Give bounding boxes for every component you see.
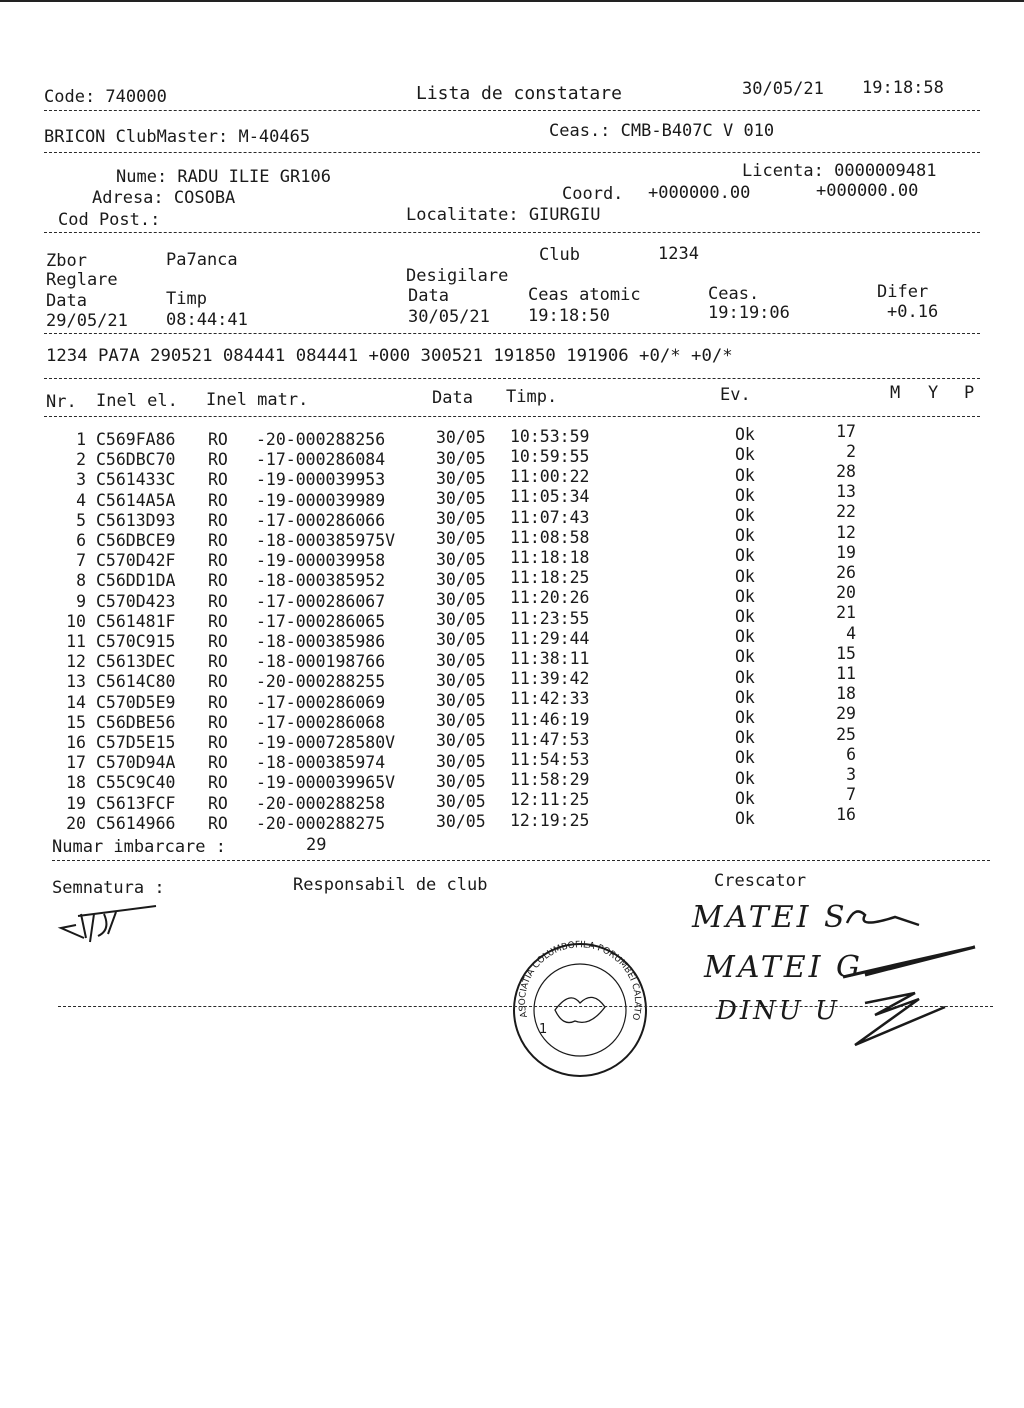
col-header-m: M bbox=[890, 383, 901, 403]
col-header-p: P bbox=[964, 383, 975, 403]
cell-status: Ok bbox=[735, 788, 755, 808]
document-title: Lista de constatare bbox=[416, 83, 622, 104]
cell-status: Ok bbox=[735, 586, 755, 606]
cell-inel-matr: -17-000286068 bbox=[256, 712, 386, 732]
divider bbox=[44, 110, 980, 111]
cell-country: RO bbox=[208, 793, 228, 813]
cell-inel-el: C5614A5A bbox=[96, 490, 176, 510]
cell-date: 30/05 bbox=[436, 771, 486, 791]
cell-status: Ok bbox=[735, 465, 755, 485]
stamp-ring-text: ASOCIATIA COLUMBOFILA PORUMBEI CALATORI CENTRUL DE IMBARCARE NR. 1 bbox=[501, 928, 643, 1022]
cell-position: 4 bbox=[846, 623, 856, 643]
cell-time: 11:08:58 bbox=[510, 527, 590, 547]
license-number: Licenta: 0000009481 bbox=[742, 161, 937, 181]
col-header-timp: Timp. bbox=[506, 387, 558, 407]
cell-date: 30/05 bbox=[436, 509, 486, 529]
cell-date: 30/05 bbox=[436, 812, 486, 832]
cell-country: RO bbox=[208, 531, 228, 550]
cell-time: 11:58:29 bbox=[510, 770, 590, 790]
cell-inel-el: C5613DEC bbox=[96, 652, 176, 672]
cell-country: RO bbox=[208, 692, 228, 712]
handwritten-name-1: MATEI S bbox=[692, 900, 848, 935]
cell-inel-el: C56DD1DA bbox=[96, 571, 176, 591]
cell-inel-el: C57D5E15 bbox=[96, 733, 176, 752]
cell-inel-matr: -20-000288255 bbox=[256, 672, 386, 692]
cell-country: RO bbox=[208, 773, 228, 793]
cell-nr: 10 bbox=[66, 611, 86, 631]
cell-time: 11:54:53 bbox=[510, 750, 590, 769]
cell-country: RO bbox=[208, 551, 228, 571]
cell-inel-el: C570D94A bbox=[96, 753, 176, 773]
cell-country: RO bbox=[208, 813, 228, 833]
cell-status: Ok bbox=[735, 647, 755, 667]
desigilare-label: Desigilare bbox=[406, 266, 509, 286]
cell-date: 30/05 bbox=[436, 610, 486, 630]
cell-status: Ok bbox=[735, 445, 755, 465]
cell-time: 11:46:19 bbox=[510, 709, 590, 729]
coord-y: +000000.00 bbox=[816, 181, 919, 201]
cell-nr: 17 bbox=[66, 753, 86, 773]
signature-label: Semnatura : bbox=[52, 878, 165, 898]
handwritten-name-3: DINU U bbox=[716, 996, 840, 1026]
cell-nr: 4 bbox=[76, 490, 86, 510]
atomic-clock-time: 19:18:50 bbox=[528, 306, 610, 326]
boarding-count-label: Numar imbarcare : bbox=[52, 837, 226, 857]
signature-line bbox=[58, 1006, 993, 1007]
cell-position: 18 bbox=[836, 684, 856, 704]
cell-position: 17 bbox=[836, 421, 856, 441]
cell-time: 11:05:34 bbox=[510, 487, 590, 507]
cell-country: RO bbox=[208, 591, 228, 611]
cell-inel-el: C569FA86 bbox=[96, 430, 176, 449]
cell-status: Ok bbox=[735, 728, 755, 748]
cell-nr: 12 bbox=[66, 652, 86, 672]
cell-status: Ok bbox=[735, 566, 755, 586]
cell-position: 26 bbox=[836, 563, 856, 582]
cell-date: 30/05 bbox=[436, 751, 486, 771]
coord-label: Coord. bbox=[562, 184, 624, 204]
desigilare-date-label: Data bbox=[408, 286, 449, 306]
association-stamp bbox=[501, 928, 655, 1075]
handwritten-name-2: MATEI G bbox=[704, 950, 864, 985]
cell-date: 30/05 bbox=[436, 428, 486, 448]
cell-time: 10:53:59 bbox=[510, 426, 590, 446]
cell-inel-matr: -20-000288275 bbox=[256, 813, 386, 833]
cell-position: 15 bbox=[836, 643, 856, 663]
cell-country: RO bbox=[208, 753, 228, 773]
cell-date: 30/05 bbox=[436, 670, 486, 690]
cell-inel-el: C5614966 bbox=[96, 813, 176, 833]
cell-status: Ok bbox=[735, 748, 755, 768]
cell-nr: 8 bbox=[76, 571, 86, 591]
cell-inel-el: C570D423 bbox=[96, 591, 176, 611]
cell-inel-el: C570C915 bbox=[96, 632, 176, 651]
cell-position: 20 bbox=[836, 583, 856, 603]
cell-date: 30/05 bbox=[436, 731, 486, 751]
cell-status: Ok bbox=[735, 425, 755, 445]
cell-date: 30/05 bbox=[436, 489, 486, 508]
cell-inel-el: C570D42F bbox=[96, 551, 176, 571]
cell-country: RO bbox=[208, 712, 228, 732]
cell-inel-el: C5614C80 bbox=[96, 672, 176, 692]
cell-inel-matr: -18-000385975V bbox=[256, 531, 396, 550]
code-label: Code: 740000 bbox=[44, 87, 167, 107]
cell-inel-matr: -20-000288258 bbox=[256, 793, 386, 813]
cell-inel-el: C5613D93 bbox=[96, 510, 176, 530]
cell-date: 30/05 bbox=[436, 529, 486, 549]
cell-inel-el: C55C9C40 bbox=[96, 773, 176, 793]
cell-country: RO bbox=[208, 611, 228, 631]
cell-position: 16 bbox=[836, 805, 856, 825]
col-header-data: Data bbox=[432, 388, 473, 408]
stamp-number: 1 bbox=[539, 1022, 548, 1037]
clock-col-label: Ceas. bbox=[708, 284, 760, 304]
col-header-nr: Nr. bbox=[46, 392, 77, 412]
cell-nr: 20 bbox=[66, 813, 86, 833]
breeder-label: Crescator bbox=[714, 871, 807, 891]
cell-inel-el: C561481F bbox=[96, 611, 176, 631]
cell-status: Ok bbox=[735, 627, 755, 647]
flight-label: Zbor bbox=[46, 251, 87, 271]
cell-country: RO bbox=[208, 652, 228, 672]
cell-position: 2 bbox=[846, 441, 856, 461]
cell-time: 11:07:43 bbox=[510, 507, 590, 527]
cell-position: 21 bbox=[836, 603, 856, 623]
coord-x: +000000.00 bbox=[648, 183, 751, 203]
cell-inel-el: C5613FCF bbox=[96, 793, 176, 813]
cell-date: 30/05 bbox=[436, 691, 486, 710]
cell-nr: 7 bbox=[76, 551, 86, 571]
cell-status: Ok bbox=[735, 687, 755, 707]
cell-date: 30/05 bbox=[436, 448, 486, 468]
cell-inel-matr: -19-000039965V bbox=[256, 773, 396, 793]
cell-time: 11:47:53 bbox=[510, 729, 590, 749]
top-edge bbox=[0, 0, 1024, 2]
cell-country: RO bbox=[208, 632, 228, 651]
owner-address: Adresa: COSOBA bbox=[92, 188, 236, 208]
cell-date: 30/05 bbox=[436, 590, 486, 609]
cell-inel-el: C56DBC70 bbox=[96, 450, 176, 470]
cell-inel-matr: -18-000198766 bbox=[256, 652, 386, 672]
divider bbox=[44, 333, 980, 334]
club-responsible-label: Responsabil de club bbox=[293, 875, 488, 895]
cell-time: 11:00:22 bbox=[510, 467, 590, 487]
cell-inel-el: C56DBCE9 bbox=[96, 531, 176, 550]
clock-label: Ceas.: CMB-B407C V 010 bbox=[549, 121, 775, 141]
cell-position: 6 bbox=[846, 744, 856, 764]
cell-position: 29 bbox=[836, 704, 856, 724]
cell-time: 11:18:18 bbox=[510, 548, 590, 567]
cell-status: Ok bbox=[735, 708, 755, 727]
cell-inel-matr: -18-000385974 bbox=[256, 753, 386, 773]
boarding-count-value: 29 bbox=[306, 835, 327, 855]
club-label: Club bbox=[539, 245, 580, 265]
device-label: BRICON ClubMaster: M-40465 bbox=[44, 127, 311, 147]
owner-name: Nume: RADU ILIE GR106 bbox=[116, 167, 331, 187]
cell-date: 30/05 bbox=[436, 792, 486, 811]
cell-status: Ok bbox=[735, 768, 755, 788]
cell-nr: 13 bbox=[66, 672, 86, 692]
cell-time: 12:19:25 bbox=[510, 810, 590, 830]
cell-date: 30/05 bbox=[436, 549, 486, 569]
cell-nr: 6 bbox=[76, 531, 86, 550]
cell-time: 10:59:55 bbox=[510, 447, 590, 466]
cell-inel-matr: -17-000286066 bbox=[256, 510, 386, 530]
cell-date: 30/05 bbox=[436, 630, 486, 650]
cell-nr: 11 bbox=[66, 632, 86, 651]
cell-position: 11 bbox=[836, 664, 856, 683]
cell-inel-matr: -18-000385952 bbox=[256, 571, 386, 591]
cell-status: Ok bbox=[735, 546, 755, 566]
divider bbox=[52, 860, 990, 861]
cell-country: RO bbox=[208, 490, 228, 510]
cell-time: 11:39:42 bbox=[510, 669, 590, 689]
club-number: 1234 bbox=[658, 244, 699, 264]
col-header-ev: Ev. bbox=[720, 385, 751, 405]
cell-nr: 18 bbox=[66, 773, 86, 793]
cell-position: 28 bbox=[836, 462, 856, 481]
reglare-time-label: Timp bbox=[166, 289, 207, 309]
cell-inel-el: C561433C bbox=[96, 470, 176, 490]
cell-nr: 2 bbox=[76, 450, 86, 470]
cell-nr: 14 bbox=[66, 692, 86, 712]
cell-position: 25 bbox=[836, 724, 856, 744]
cell-country: RO bbox=[208, 571, 228, 591]
reglare-date-label: Data bbox=[46, 291, 87, 311]
cell-nr: 1 bbox=[76, 430, 86, 449]
cell-time: 11:38:11 bbox=[510, 649, 590, 668]
cell-nr: 9 bbox=[76, 591, 86, 611]
atomic-clock-label: Ceas atomic bbox=[528, 285, 641, 305]
signature-scribble bbox=[56, 900, 166, 950]
cell-nr: 5 bbox=[76, 510, 86, 530]
divider bbox=[44, 416, 980, 417]
col-header-inel-matr: Inel matr. bbox=[206, 390, 309, 410]
cell-time: 12:11:25 bbox=[510, 790, 590, 810]
cell-position: 12 bbox=[836, 522, 856, 542]
locality: Localitate: GIURGIU bbox=[406, 205, 601, 225]
cell-inel-matr: -19-000039958 bbox=[256, 551, 386, 571]
col-header-y: Y bbox=[928, 383, 939, 403]
col-header-inel-el: Inel el. bbox=[96, 391, 178, 411]
cell-date: 30/05 bbox=[436, 650, 486, 670]
postal-code-label: Cod Post.: bbox=[58, 210, 161, 230]
cell-time: 11:29:44 bbox=[510, 628, 590, 648]
reglare-time: 08:44:41 bbox=[166, 310, 248, 330]
cell-status: Ok bbox=[735, 809, 755, 828]
divider bbox=[44, 232, 980, 233]
difference-value: +0.16 bbox=[887, 302, 939, 322]
cell-inel-matr: -19-000728580V bbox=[256, 733, 396, 752]
cell-date: 30/05 bbox=[436, 569, 486, 589]
cell-time: 11:23:55 bbox=[510, 608, 590, 628]
cell-inel-matr: -17-000286069 bbox=[256, 692, 386, 712]
cell-inel-matr: -17-000286084 bbox=[256, 450, 386, 470]
divider bbox=[44, 152, 980, 153]
desigilare-date: 30/05/21 bbox=[408, 307, 490, 327]
cell-position: 19 bbox=[836, 542, 856, 562]
divider bbox=[44, 378, 980, 379]
cell-nr: 19 bbox=[66, 793, 86, 813]
cell-inel-matr: -20-000288256 bbox=[256, 430, 386, 449]
cell-country: RO bbox=[208, 510, 228, 530]
cell-time: 11:18:25 bbox=[510, 568, 590, 588]
cell-status: Ok bbox=[735, 607, 755, 626]
cell-nr: 15 bbox=[66, 712, 86, 732]
cell-nr: 16 bbox=[66, 733, 86, 752]
cell-date: 30/05 bbox=[436, 711, 486, 731]
cell-position: 22 bbox=[836, 502, 856, 522]
cell-inel-matr: -18-000385986 bbox=[256, 632, 386, 651]
summary-line: 1234 PA7A 290521 084441 084441 +000 300521 191850 191906 +0/* +0/* bbox=[46, 346, 733, 366]
difference-label: Difer bbox=[877, 282, 929, 302]
cell-position: 13 bbox=[836, 482, 856, 502]
bird-emblem-icon bbox=[555, 997, 605, 1022]
cell-country: RO bbox=[208, 733, 228, 752]
header-time: 19:18:58 bbox=[862, 78, 944, 98]
cell-inel-el: C56DBE56 bbox=[96, 712, 176, 732]
header-date: 30/05/21 bbox=[742, 79, 824, 99]
reglare-date: 29/05/21 bbox=[46, 311, 128, 331]
reglare-label: Reglare bbox=[46, 270, 118, 290]
handwritten-strokes bbox=[835, 895, 985, 1055]
cell-status: Ok bbox=[735, 667, 755, 687]
cell-country: RO bbox=[208, 672, 228, 692]
cell-country: RO bbox=[208, 470, 228, 490]
cell-status: Ok bbox=[735, 485, 755, 505]
cell-inel-matr: -19-000039953 bbox=[256, 470, 386, 490]
cell-inel-matr: -19-000039989 bbox=[256, 490, 386, 510]
cell-date: 30/05 bbox=[436, 468, 486, 488]
cell-position: 7 bbox=[846, 785, 856, 805]
cell-inel-el: C570D5E9 bbox=[96, 692, 176, 712]
cell-status: Ok bbox=[735, 526, 755, 546]
cell-position: 3 bbox=[846, 765, 856, 784]
cell-inel-matr: -17-000286065 bbox=[256, 611, 386, 631]
cell-inel-matr: -17-000286067 bbox=[256, 591, 386, 611]
cell-time: 11:42:33 bbox=[510, 689, 590, 709]
cell-country: RO bbox=[208, 430, 228, 449]
flight-name: Pa7anca bbox=[166, 250, 238, 270]
cell-nr: 3 bbox=[76, 470, 86, 490]
cell-country: RO bbox=[208, 450, 228, 470]
cell-status: Ok bbox=[735, 506, 755, 525]
cell-time: 11:20:26 bbox=[510, 588, 590, 608]
clock-time: 19:19:06 bbox=[708, 303, 790, 323]
